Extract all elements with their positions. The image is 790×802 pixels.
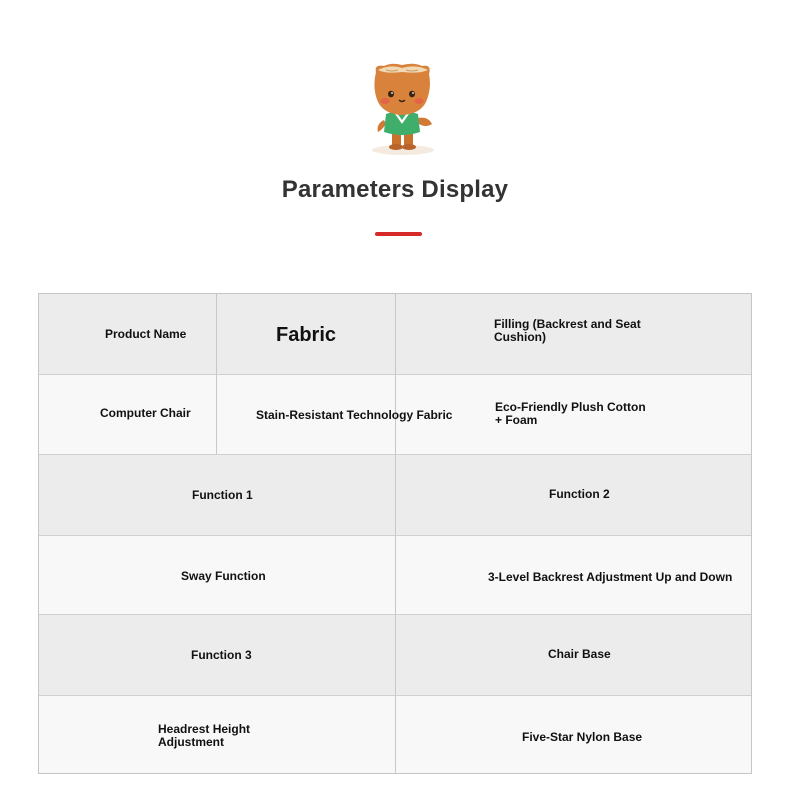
parameters-table	[38, 293, 752, 774]
chair-base-label: Chair Base	[548, 647, 611, 661]
title-underline	[375, 232, 422, 236]
function-3-label: Function 3	[191, 648, 252, 662]
function-1-value: Sway Function	[181, 569, 266, 583]
function-3-value: Headrest Height Adjustment	[158, 722, 251, 749]
function-1-label: Function 1	[192, 488, 253, 502]
function-2-value: 3-Level Backrest Adjustment Up and Down	[488, 570, 733, 584]
page-title: Parameters Display	[281, 176, 509, 203]
material-value: Stain-Resistant Technology Fabric	[256, 408, 453, 422]
column-divider	[395, 696, 396, 773]
chair-base-value: Five-Star Nylon Base	[522, 730, 643, 744]
column-divider	[216, 294, 217, 374]
column-divider	[395, 615, 396, 695]
material-header: Fabric	[276, 324, 337, 346]
table-row	[39, 695, 751, 773]
table-row	[39, 454, 751, 535]
filling-header: Filling (Backrest and Seat Cushion)	[494, 317, 641, 344]
column-divider	[216, 375, 217, 454]
column-divider	[395, 536, 396, 614]
function-2-label: Function 2	[549, 487, 610, 501]
table-row	[39, 535, 751, 614]
filling-value: Eco-Friendly Plush Cotton + Foam	[495, 400, 646, 427]
product-name-header: Product Name	[105, 327, 187, 341]
tree-stump-mascot-icon	[362, 58, 442, 158]
column-divider	[395, 294, 396, 374]
product-value: Computer Chair	[100, 406, 191, 420]
table-row	[39, 614, 751, 695]
table-row	[39, 294, 751, 374]
table-row	[39, 374, 751, 454]
column-divider	[395, 455, 396, 535]
